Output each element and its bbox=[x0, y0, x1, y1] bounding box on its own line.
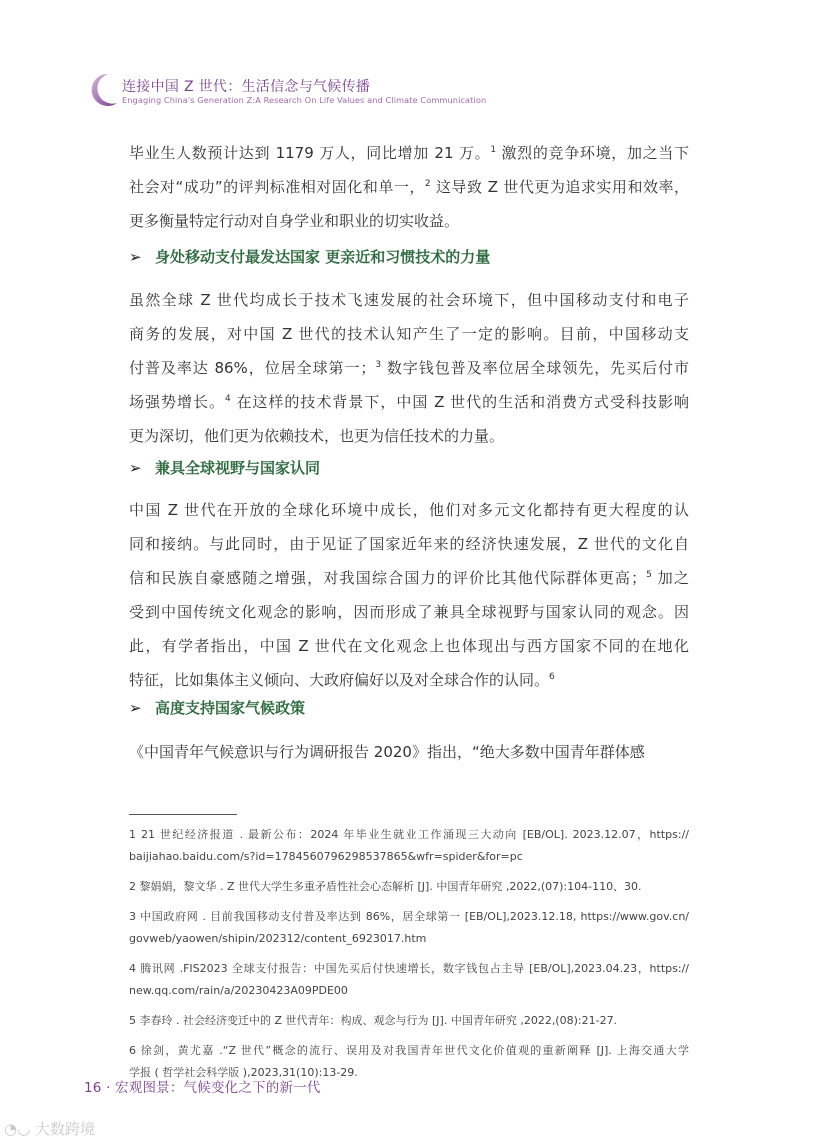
watermark: ◔◡ 大数跨境 bbox=[4, 1120, 95, 1138]
paragraph-3 bbox=[129, 493, 689, 697]
text-line: 更多衡量特定行动对自身学业和职业的切实收益。 bbox=[129, 212, 460, 230]
footnote-2: 2 黎娟娟，黎文华 . Z 世代大学生多重矛盾性社会心态解析 [J]. 中国青年研究 ,2022,(07):104-110、30. bbox=[129, 880, 642, 893]
chat-bubble-icon: ◔◡ bbox=[4, 1120, 31, 1138]
header-title: 连接中国 Z 世代：生活信念与气候传播 bbox=[122, 79, 371, 95]
text-line: 此，有学者指出，中国 Z 世代在文化观念上也体现出与西方国家不同的在地化 bbox=[129, 637, 689, 655]
text-line: 更为深切，他们更为依赖技术，也更为信任技术的力量。 bbox=[129, 427, 505, 445]
section-heading-mobile-payment: ➢ 身处移动支付最发达国家 更亲近和习惯技术的力量 bbox=[129, 248, 491, 266]
text-line: 社会对“成功”的评判标准相对固化和单一，$^2$ 这导致 Z 世代更为追求实用和效率， bbox=[129, 178, 689, 196]
footnote-4: 4 腾讯网 .FIS2023 全球支付报告：中国先买后付快速增长，数字钱包占主导 [EB/OL],2023.04.23，https:// new.qq.com/rain/a/20230423A09PDE00 bbox=[129, 962, 689, 997]
footnote-1: 1 21 世纪经济报道 . 最新公布：2024 年毕业生就业工作涌现三大动向 [EB/OL]. 2023.12.07，https:// baijiahao.baidu.com/s?id=1784560796298537865&wfr=spider&for=pc bbox=[129, 828, 689, 863]
footnote-3: 3 中国政府网 . 目前我国移动支付普及率达到 86%，居全球第一 [EB/OL],2023.12.18, https://www.gov.cn/ govweb/yaowen/shipin/202312/content_6923017.htm bbox=[129, 910, 689, 945]
arrow-bullet-icon: ➢ bbox=[129, 248, 142, 266]
paragraph-2 bbox=[129, 283, 689, 453]
text-line: 中国 Z 世代在开放的全球化环境中成长，他们对多元文化都持有更大程度的认 bbox=[129, 501, 689, 519]
section-heading-climate-policy: ➢ 高度支持国家气候政策 bbox=[129, 699, 306, 717]
paragraph-4 bbox=[129, 735, 689, 769]
text-line: 虽然全球 Z 世代均成长于技术飞速发展的社会环境下，但中国移动支付和电子 bbox=[129, 291, 689, 309]
text-line: 《中国青年气候意识与行为调研报告 2020》指出，“绝大多数中国青年群体感 bbox=[129, 743, 645, 761]
text-line: 特征，比如集体主义倾向、大政府偏好以及对全球合作的认同。$^6$ bbox=[129, 671, 555, 689]
text-line: 同和接纳。与此同时，由于见证了国家近年来的经济快速发展，Z 世代的文化自 bbox=[129, 535, 689, 553]
text-line: 毕业生人数预计达到 1179 万人，同比增加 21 万。$^1$ 激烈的竞争环境，加之当下 bbox=[129, 144, 689, 162]
header-subtitle: Engaging China's Generation Z:A Research On Life Values and Climate Communication bbox=[122, 95, 487, 105]
section-heading-global-vision: ➢ 兼具全球视野与国家认同 bbox=[129, 459, 321, 477]
text-line: 场强势增长。$^4$ 在这样的技术背景下，中国 Z 世代的生活和消费方式受科技影响 bbox=[129, 393, 689, 411]
page-footer: 16 · 宏观图景：气候变化之下的新一代 bbox=[84, 1080, 321, 1096]
footnote-6: 6 徐剑，黄尤嘉 .“Z 世代”概念的流行、误用及对我国青年世代文化价值观的重新阐释 [J]. 上海交通大学 学报 ( 哲学社会科学版 ),2023,31(10):13-29. bbox=[129, 1044, 689, 1079]
footnote-divider bbox=[129, 814, 237, 815]
arrow-bullet-icon: ➢ bbox=[129, 459, 142, 477]
footnote-5: 5 李春玲 . 社会经济变迁中的 Z 世代青年：构成、观念与行为 [J]. 中国青年研究 ,2022,(08):21-27. bbox=[129, 1014, 618, 1027]
arrow-bullet-icon: ➢ bbox=[129, 699, 142, 717]
text-line: 受到中国传统文化观念的影响，因而形成了兼具全球视野与国家认同的观念。因 bbox=[129, 603, 689, 621]
crescent-logo-icon bbox=[84, 71, 120, 109]
text-line: 付普及率达 86%，位居全球第一；$^3$ 数字钱包普及率位居全球领先，先买后付市 bbox=[129, 359, 689, 377]
text-line: 信和民族自豪感随之增强，对我国综合国力的评价比其他代际群体更高；$^5$ 加之 bbox=[129, 569, 689, 587]
paragraph-1 bbox=[129, 136, 689, 238]
footnotes bbox=[129, 824, 689, 1092]
text-line: 商务的发展，对中国 Z 世代的技术认知产生了一定的影响。目前，中国移动支 bbox=[129, 325, 689, 343]
